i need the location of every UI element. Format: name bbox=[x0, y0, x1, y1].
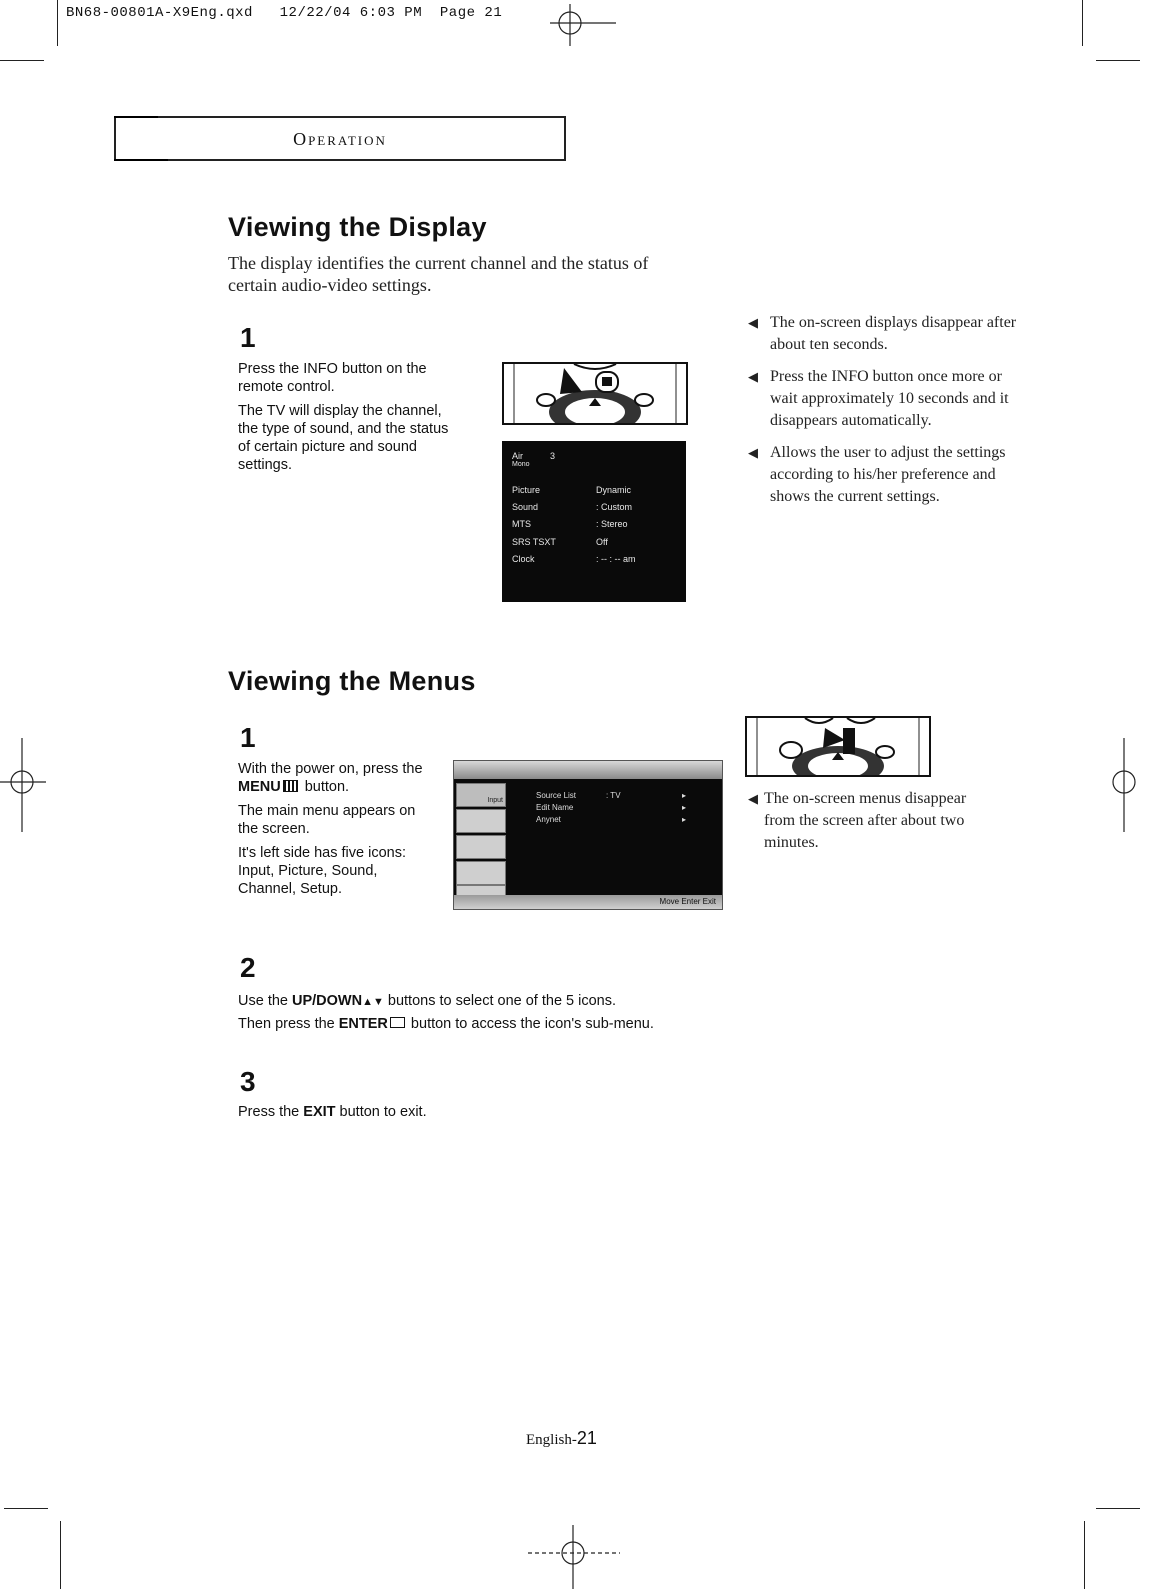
print-slug-time: 6:03 PM bbox=[359, 5, 423, 21]
menu-icon-input bbox=[456, 783, 506, 807]
osd-row bbox=[510, 519, 678, 532]
note-item bbox=[748, 442, 1020, 508]
crop-mark-left-top-h bbox=[0, 60, 44, 61]
menu-item-label: Edit Name bbox=[536, 803, 574, 812]
osd-sub-row bbox=[510, 461, 678, 474]
chevron-right-icon: ▸ bbox=[682, 791, 687, 800]
page-footer bbox=[526, 1428, 597, 1449]
triangle-left-icon: ◀ bbox=[748, 369, 758, 384]
osd-row bbox=[510, 537, 678, 550]
text-run: button to exit. bbox=[335, 1104, 427, 1120]
footer-page-number: 21 bbox=[576, 1428, 597, 1448]
updown-button-label: UP/DOWN bbox=[292, 993, 363, 1009]
menu-item bbox=[536, 803, 716, 813]
triangle-left-icon: ◀ bbox=[748, 315, 758, 330]
text-run: Press the bbox=[238, 1104, 304, 1120]
menu-icon-picture bbox=[456, 809, 506, 833]
display-step-text bbox=[238, 360, 456, 480]
enter-icon bbox=[390, 1017, 405, 1028]
osd-row-value: Off bbox=[596, 537, 608, 547]
osd-row-value: Dynamic bbox=[596, 485, 632, 495]
note-text: The on-screen displays disappear after about ten seconds. bbox=[770, 314, 1017, 353]
crop-mark-right-top bbox=[1082, 0, 1083, 46]
note-text: Allows the user to adjust the settings according to his/her preference and shows the current settings. bbox=[770, 444, 1006, 505]
section-box-tick bbox=[114, 159, 168, 161]
display-step-number: 1 bbox=[240, 322, 256, 353]
menu-item bbox=[536, 815, 716, 825]
display-notes bbox=[748, 312, 1020, 518]
menu-button-label: MENU bbox=[238, 779, 281, 795]
menus-step2-line-1 bbox=[238, 990, 758, 1013]
crop-mark-right-bottom-h bbox=[1096, 1508, 1140, 1509]
menus-step2-line-2 bbox=[238, 1013, 758, 1035]
footer-language: English- bbox=[526, 1432, 577, 1448]
menu-icon-channel bbox=[456, 861, 506, 885]
remote-control-icon bbox=[747, 718, 929, 775]
osd-row-label: Clock bbox=[512, 554, 535, 564]
updown-arrows-icon: ▲▼ bbox=[362, 996, 384, 1008]
menu-bottom-bar bbox=[454, 895, 722, 909]
osd-row bbox=[510, 502, 678, 515]
menu-item-label: Source List bbox=[536, 791, 577, 800]
menu-icon-sound bbox=[456, 835, 506, 859]
menus-step1-para-1 bbox=[238, 760, 438, 796]
menus-step1-para-2: The main menu appears on the screen. bbox=[238, 803, 416, 837]
crosshair-icon bbox=[1100, 738, 1152, 832]
menu-item-value: : TV bbox=[606, 791, 621, 800]
note-item bbox=[748, 366, 1020, 432]
note-text: Press the INFO button once more or wait approximately 10 seconds and it disappears automatically. bbox=[770, 368, 1009, 429]
osd-row-value: : Stereo bbox=[596, 519, 628, 529]
menu-top-bar bbox=[454, 761, 722, 779]
note-item bbox=[748, 312, 1020, 356]
osd-row-label: Sound bbox=[512, 502, 539, 512]
crop-mark-right-bottom bbox=[1084, 1521, 1085, 1589]
osd-row-label: Picture bbox=[512, 485, 541, 495]
print-slug-date: 12/22/04 bbox=[279, 5, 351, 21]
osd-row-value: : Custom bbox=[596, 502, 633, 512]
menus-step3-number: 3 bbox=[240, 1066, 256, 1097]
info-osd-screen bbox=[502, 441, 686, 602]
triangle-left-icon: ◀ bbox=[748, 445, 758, 460]
crop-mark-left-bottom bbox=[60, 1521, 61, 1589]
crosshair-icon bbox=[0, 738, 50, 832]
menu-item-label: Anynet bbox=[536, 815, 561, 824]
text-run: With the power on, press the bbox=[238, 761, 423, 777]
crop-mark-left-top bbox=[57, 0, 58, 46]
osd-sub-label: Mono bbox=[512, 461, 530, 468]
text-run: button. bbox=[300, 779, 350, 795]
crop-mark-right-top-h bbox=[1096, 60, 1140, 61]
menu-icon-label: Input bbox=[487, 797, 503, 804]
menus-step1-number: 1 bbox=[240, 722, 256, 753]
display-step-para-2: The TV will display the channel, the type of sound, and the status of certain picture and sound settings. bbox=[238, 403, 449, 473]
osd-row-label: MTS bbox=[512, 519, 531, 529]
triangle-left-icon: ◀ bbox=[748, 791, 758, 806]
note-text: The on-screen menus disappear from the screen after about two minutes. bbox=[764, 790, 967, 851]
osd-channel-label: Air bbox=[512, 451, 523, 461]
text-run: Use the bbox=[238, 993, 292, 1009]
menus-step2-number: 2 bbox=[240, 952, 256, 983]
menus-heading: Viewing the Menus bbox=[228, 666, 476, 696]
display-intro: The display identifies the current channel and the status of certain audio-video settings. bbox=[228, 253, 649, 295]
menus-step1-text bbox=[238, 760, 438, 904]
print-slug-page: Page 21 bbox=[439, 5, 503, 21]
section-title: Operation bbox=[293, 129, 387, 149]
menu-item bbox=[536, 791, 716, 801]
main-menu-screen bbox=[453, 760, 723, 910]
menus-note bbox=[748, 788, 1000, 864]
crosshair-icon bbox=[550, 4, 620, 48]
display-step-para-1: Press the INFO button on the remote control. bbox=[238, 361, 427, 395]
menu-footer-text: Move Enter Exit bbox=[659, 897, 716, 906]
osd-row-value: : -- : -- am bbox=[596, 554, 636, 564]
chevron-right-icon: ▸ bbox=[682, 815, 687, 824]
crop-mark-left-bottom-h bbox=[4, 1508, 48, 1509]
crosshair-icon bbox=[528, 1525, 624, 1589]
section-box-tick bbox=[114, 116, 158, 118]
chevron-right-icon: ▸ bbox=[682, 803, 687, 812]
display-heading: Viewing the Display bbox=[228, 212, 487, 242]
enter-button-label: ENTER bbox=[338, 1016, 388, 1032]
osd-row bbox=[510, 554, 678, 567]
section-header-box bbox=[114, 116, 566, 161]
menus-step2-text bbox=[238, 990, 758, 1035]
remote-illustration-info bbox=[502, 362, 688, 425]
osd-row-label: SRS TSXT bbox=[512, 537, 556, 547]
osd-row bbox=[510, 485, 678, 498]
menus-step3-text bbox=[238, 1103, 638, 1121]
text-run: Then press the bbox=[238, 1016, 339, 1032]
text-run: buttons to select one of the 5 icons. bbox=[383, 993, 617, 1009]
remote-illustration-menu bbox=[745, 716, 931, 777]
osd-channel-value: 3 bbox=[550, 451, 556, 461]
menu-icon bbox=[283, 780, 298, 792]
print-slug bbox=[66, 5, 502, 21]
remote-control-icon bbox=[504, 364, 686, 423]
note-item bbox=[748, 788, 1000, 854]
text-run: button to access the icon's sub-menu. bbox=[406, 1016, 654, 1032]
print-slug-file: BN68-00801A-X9Eng.qxd bbox=[66, 5, 253, 21]
menus-step1-para-3: It's left side has five icons: Input, Picture, Sound, Channel, Setup. bbox=[238, 845, 406, 897]
exit-button-label: EXIT bbox=[303, 1104, 336, 1120]
